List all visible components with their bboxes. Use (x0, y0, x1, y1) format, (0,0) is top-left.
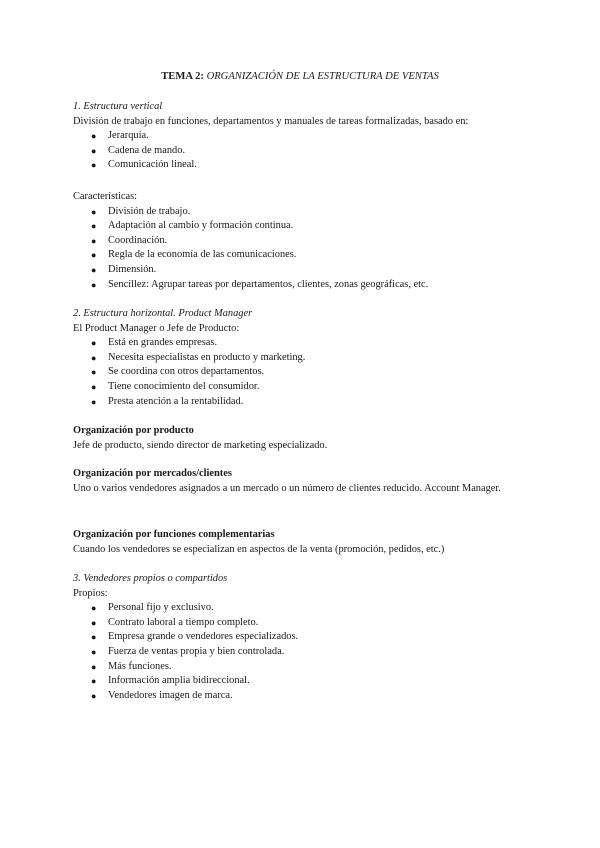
list-item: ● Vendedores imagen de marca. (73, 689, 527, 704)
list-item: ● Tiene conocimiento del consumidor. (73, 380, 527, 395)
section-intro: El Product Manager o Jefe de Producto: (73, 322, 240, 334)
bullet-icon: ● (91, 603, 97, 614)
bullet-icon: ● (91, 235, 97, 246)
list-item: ● Comunicación lineal. (73, 158, 527, 173)
list-item: ● Jerarquía. (73, 129, 527, 144)
title-label: TEMA 2: (161, 71, 204, 82)
bullet-icon: ● (91, 661, 97, 672)
list-item: ● Necesita especialistas en producto y marketing. (73, 351, 527, 366)
bullet-list (73, 336, 527, 409)
section-heading: Organización por funciones complementarias (73, 529, 275, 540)
bullet-icon: ● (91, 131, 97, 142)
list-item: ● Cadena de mando. (73, 144, 527, 159)
section-org-mercados (73, 467, 527, 496)
bullet-icon: ● (91, 646, 97, 657)
list-item: ● Está en grandes empresas. (73, 336, 527, 351)
bullet-icon: ● (91, 221, 97, 232)
section-vertical (73, 100, 527, 173)
list-item: ● Regla de la economía de las comunicaciones. (73, 248, 527, 263)
bullet-icon: ● (91, 250, 97, 261)
bullet-icon: ● (91, 145, 97, 156)
section-heading: 3. Vendedores propios o compartidos (73, 573, 228, 584)
bullet-icon: ● (91, 264, 97, 275)
list-item: ● Adaptación al cambio y formación continua. (73, 219, 527, 234)
section-heading: Organización por producto (73, 425, 194, 436)
bullet-list (73, 129, 527, 173)
bullet-icon: ● (91, 160, 97, 171)
bullet-icon: ● (91, 690, 97, 701)
title-text: ORGANIZACIÓN DE LA ESTRUCTURA DE VENTAS (206, 71, 439, 82)
list-item: ● Información amplia bidireccional. (73, 674, 527, 689)
section-org-funciones (73, 528, 527, 557)
section-heading: 2. Estructura horizontal. Product Manager (73, 308, 253, 319)
bullet-icon: ● (91, 279, 97, 290)
section-heading: Organización por mercados/clientes (73, 468, 232, 479)
section-text: Cuando los vendedores se especializan en aspectos de la venta (promoción, pedidos, etc.) (73, 543, 445, 555)
section-caracteristicas (73, 190, 527, 292)
list-item: ● Presta atención a la rentabilidad. (73, 395, 527, 410)
bullet-list (73, 205, 527, 293)
list-item: ● Sencillez: Agrupar tareas por departamentos, clientes, zonas geográficas, etc. (73, 278, 527, 293)
bullet-icon: ● (91, 206, 97, 217)
list-item: ● Coordinación. (73, 234, 527, 249)
bullet-icon: ● (91, 381, 97, 392)
list-item: ● Fuerza de ventas propia y bien controlada. (73, 645, 527, 660)
bullet-list (73, 601, 527, 703)
document-title (0, 70, 600, 85)
bullet-icon: ● (91, 367, 97, 378)
list-item: ● Se coordina con otros departamentos. (73, 365, 527, 380)
list-item: ● Dimensión. (73, 263, 527, 278)
section-intro: División de trabajo en funciones, departamentos y manuales de tareas formalizadas, basado en: (73, 115, 469, 127)
list-item: ● Contrato laboral a tiempo completo. (73, 616, 527, 631)
section-heading: Características: (73, 191, 138, 202)
section-org-producto (73, 424, 527, 453)
bullet-icon: ● (91, 676, 97, 687)
list-item: ● Personal fijo y exclusivo. (73, 601, 527, 616)
section-horizontal (73, 307, 527, 409)
list-item: ● Empresa grande o vendedores especializados. (73, 630, 527, 645)
section-text: Uno o varios vendedores asignados a un mercado o un número de clientes reducido. Account Manager. (73, 482, 501, 494)
bullet-icon: ● (91, 396, 97, 407)
section-heading: 1. Estructura vertical (73, 101, 163, 112)
section-intro: Propios: (73, 587, 108, 599)
bullet-icon: ● (91, 632, 97, 643)
section-vendedores (73, 572, 527, 703)
bullet-icon: ● (91, 617, 97, 628)
section-text: Jefe de producto, siendo director de marketing especializado. (73, 439, 328, 451)
bullet-icon: ● (91, 352, 97, 363)
list-item: ● División de trabajo. (73, 205, 527, 220)
list-item: ● Más funciones. (73, 660, 527, 675)
bullet-icon: ● (91, 338, 97, 349)
